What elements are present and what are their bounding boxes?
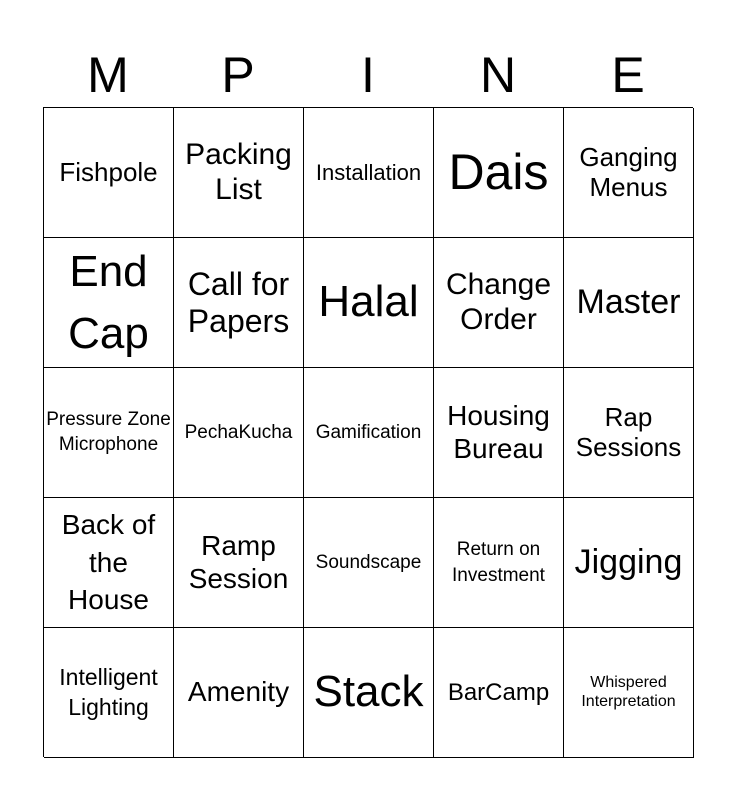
cell-label: Soundscape: [315, 551, 422, 573]
header-letter-i: I: [361, 47, 375, 103]
bingo-cell-r4c3[interactable]: [304, 498, 434, 628]
cell-label: Return on Investment: [452, 538, 545, 586]
header-letter-n: N: [479, 47, 517, 103]
cell-label: Fishpole: [59, 156, 158, 187]
cell-label: Ganging Menus: [579, 141, 678, 202]
cell-label: Change Order: [445, 268, 552, 336]
header-letter-m: M: [87, 47, 129, 103]
cell-label: Gamification: [315, 421, 422, 443]
cell-label: Pressure Zone Microphone: [46, 409, 171, 455]
bingo-cell-r3c4[interactable]: [434, 368, 564, 498]
bingo-cell-r2c1[interactable]: [44, 238, 174, 368]
bingo-cell-r3c2[interactable]: [174, 368, 304, 498]
bingo-cell-r5c2[interactable]: [174, 628, 304, 758]
bingo-cell-r4c2[interactable]: [174, 498, 304, 628]
cell-label: Ramp Session: [188, 530, 289, 594]
bingo-cell-r4c4[interactable]: [434, 498, 564, 628]
bingo-cell-r2c2[interactable]: [174, 238, 304, 368]
bingo-cell-r1c4[interactable]: [434, 108, 564, 238]
bingo-cell-r4c5[interactable]: [564, 498, 694, 628]
bingo-cell-r5c3[interactable]: [304, 628, 434, 758]
bingo-header: [43, 44, 693, 106]
cell-label: Whispered Interpretation: [581, 674, 676, 710]
cell-label: Housing Bureau: [447, 400, 550, 464]
cell-label: Stack: [313, 667, 424, 717]
cell-label: Master: [576, 282, 681, 321]
cell-label: Dais: [448, 143, 549, 200]
cell-label: Back of the House: [61, 508, 156, 616]
bingo-cell-r1c2[interactable]: [174, 108, 304, 238]
cell-label: PechaKucha: [184, 421, 293, 443]
bingo-cell-r3c1[interactable]: [44, 368, 174, 498]
bingo-cell-r5c1[interactable]: [44, 628, 174, 758]
cell-label: Packing List: [185, 138, 292, 206]
header-letter-p: P: [221, 47, 255, 103]
bingo-cell-r2c3[interactable]: [304, 238, 434, 368]
cell-label: Halal: [318, 277, 419, 327]
bingo-cell-r4c1[interactable]: [44, 498, 174, 628]
bingo-cell-r3c5[interactable]: [564, 368, 694, 498]
bingo-cell-r5c5[interactable]: [564, 628, 694, 758]
cell-label: Jigging: [574, 542, 683, 581]
bingo-cell-r1c1[interactable]: [44, 108, 174, 238]
cell-label: Installation: [315, 159, 422, 185]
bingo-cell-r5c4[interactable]: [434, 628, 564, 758]
bingo-board: [43, 107, 693, 757]
bingo-cell-r2c5[interactable]: [564, 238, 694, 368]
cell-label: End Cap: [68, 246, 149, 358]
bingo-cell-r2c4[interactable]: [434, 238, 564, 368]
bingo-cell-r1c3[interactable]: [304, 108, 434, 238]
cell-label: Intelligent Lighting: [59, 663, 158, 720]
cell-label: Call for Papers: [187, 265, 290, 339]
header-letter-e: E: [611, 47, 645, 103]
bingo-cell-r3c3[interactable]: [304, 368, 434, 498]
cell-label: Rap Sessions: [575, 401, 682, 462]
cell-label: BarCamp: [447, 678, 550, 706]
cell-label: Amenity: [187, 676, 290, 708]
bingo-cell-r1c5[interactable]: [564, 108, 694, 238]
